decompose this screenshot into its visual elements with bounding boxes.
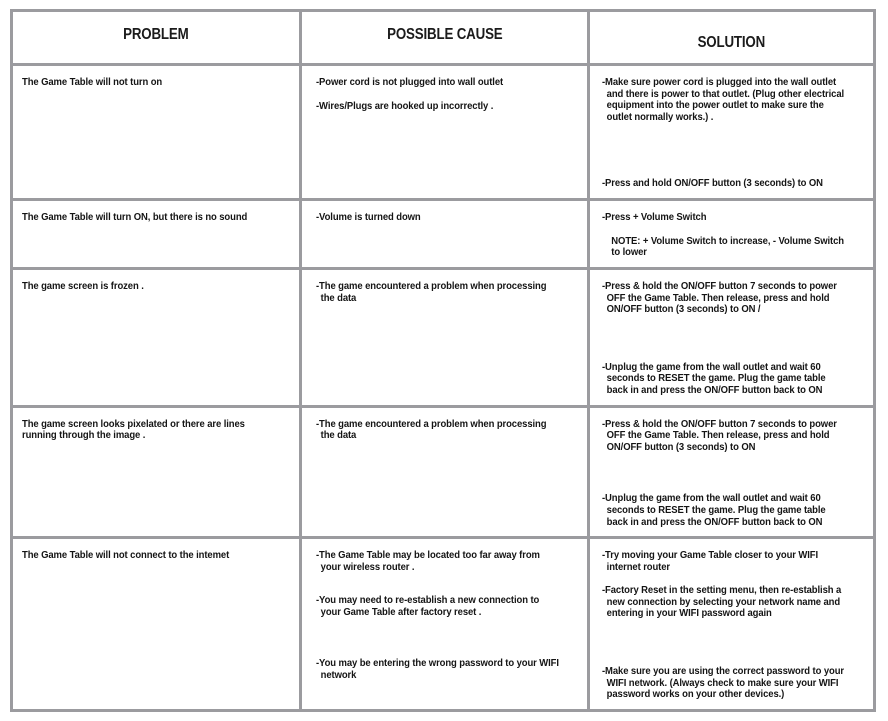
table-row — [10, 405, 876, 537]
column-header-problem — [10, 9, 299, 63]
cell-problem — [10, 405, 299, 537]
cell-problem — [10, 536, 299, 712]
cell-solution — [587, 198, 876, 267]
table-row — [10, 63, 876, 198]
problem-text: The game screen is frozen . — [22, 280, 144, 292]
cell-solution — [587, 405, 876, 537]
cell-solution — [587, 63, 876, 198]
cause-item: -You may need to re-establish a new connection to your Game Table after factory reset . — [315, 595, 542, 618]
cause-item: -The game encountered a problem when processing the data — [315, 418, 549, 442]
solution-item: -Try moving your Game Table closer to your WIFI internet router — [602, 550, 821, 573]
cell-problem — [10, 63, 299, 198]
cause-item: -Wires/Plugs are hooked up incorrectly . — [315, 100, 493, 112]
solution-item: -Unplug the game from the wall outlet and wait 60 seconds to RESET the game. Plug the game table back in and press the ON/OFF button back to ON — [602, 361, 829, 396]
spacer — [316, 89, 580, 101]
cell-problem — [10, 267, 299, 405]
column-header-possible-cause — [299, 9, 588, 63]
spacer — [602, 123, 865, 178]
table-header — [10, 9, 876, 63]
column-header-solution — [587, 9, 876, 63]
solution-note: NOTE: + Volume Switch to increase, - Volume Switch to lower — [611, 235, 847, 259]
spacer — [602, 453, 865, 493]
spacer — [602, 573, 865, 585]
solution-item: -Press & hold the ON/OFF button 7 seconds to power OFF the Game Table. Then release, press and hold ON/OFF button (3 seconds) to ON / — [602, 280, 840, 316]
spacer — [602, 224, 865, 236]
solution-item: -Make sure power cord is plugged into the wall outlet and there is power to that outlet. (Plug other electrical equipment into the power outlet to make sure the outlet normally works.) . — [602, 77, 847, 123]
solution-item: -Make sure you are using the correct password to your WIFI network. (Always check to make sure your WIFI password works on your other devices.) — [602, 666, 847, 701]
problem-text: The Game Table will not turn on — [22, 77, 163, 88]
solution-item: -Factory Reset in the setting menu, then re-establish a new connection by selecting your network name and entering in your WIFI password again — [602, 585, 845, 620]
cell-possible-cause — [299, 63, 588, 198]
cause-item: -You may be entering the wrong password to your WIFI network — [315, 658, 562, 682]
cause-item: -Power cord is not plugged into wall outlet — [315, 77, 503, 88]
spacer — [316, 573, 580, 595]
table-row — [10, 267, 876, 405]
cause-item: -The Game Table may be located too far away from your wireless router . — [315, 550, 543, 573]
cell-solution — [587, 267, 876, 405]
problem-text: The Game Table will turn ON, but there is no sound — [22, 211, 248, 223]
problem-text: The Game Table will not connect to the intemet — [22, 550, 230, 562]
spacer — [316, 618, 580, 658]
cell-possible-cause — [299, 536, 588, 712]
troubleshooting-table — [10, 9, 876, 712]
cell-possible-cause — [299, 267, 588, 405]
cell-possible-cause — [299, 405, 588, 537]
solution-item: -Press + Volume Switch — [602, 211, 707, 223]
spacer — [602, 620, 865, 666]
cell-solution — [587, 536, 876, 712]
column-header-problem-label: PROBLEM — [123, 26, 189, 43]
solution-item: -Press & hold the ON/OFF button 7 seconds to power OFF the Game Table. Then release, press and hold ON/OFF button (3 seconds) to ON — [602, 418, 840, 453]
header-row — [10, 9, 876, 63]
cell-possible-cause — [299, 198, 588, 267]
solution-item: -Unplug the game from the wall outlet and wait 60 seconds to RESET the game. Plug the game table back in and press the ON/OFF button back to ON — [602, 493, 829, 528]
table-body — [10, 63, 876, 712]
column-header-possible-cause-label: POSSIBLE CAUSE — [386, 26, 503, 43]
spacer — [602, 316, 865, 362]
cell-problem — [10, 198, 299, 267]
column-header-solution-label: SOLUTION — [697, 34, 766, 51]
table-row — [10, 536, 876, 712]
cause-item: -The game encountered a problem when processing the data — [315, 280, 549, 304]
solution-item: -Press and hold ON/OFF button (3 seconds) to ON — [602, 178, 824, 190]
table-row — [10, 198, 876, 267]
cause-item: -Volume is turned down — [315, 211, 421, 223]
problem-text: The game screen looks pixelated or there are lines running through the image . — [22, 418, 248, 442]
